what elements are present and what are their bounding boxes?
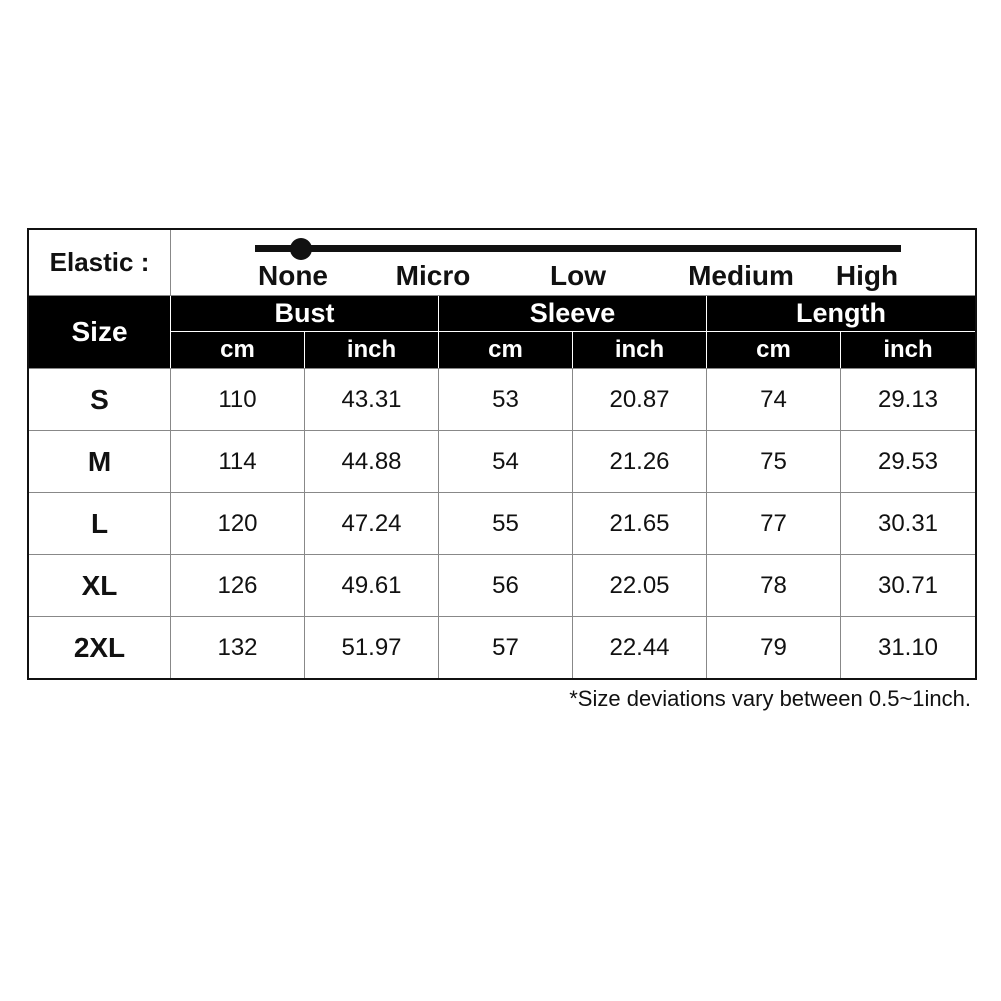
elastic-bar <box>255 245 901 252</box>
measurement-cell: 75 <box>707 431 841 492</box>
measurement-cell: 54 <box>439 431 573 492</box>
measurement-cell: 57 <box>439 617 573 678</box>
table-row <box>29 554 975 616</box>
elastic-level-high: High <box>835 260 899 291</box>
size-label: XL <box>29 555 171 616</box>
size-label: 2XL <box>29 617 171 678</box>
elastic-level-none: None <box>258 260 328 291</box>
measurement-cell: 22.44 <box>573 617 707 678</box>
unit-header: inch <box>573 332 707 368</box>
measurement-cell: 78 <box>707 555 841 616</box>
measurement-cell: 29.13 <box>877 385 939 413</box>
measurement-cell: 132 <box>171 617 305 678</box>
sleeve-header: Sleeve <box>439 296 707 332</box>
size-deviation-note: *Size deviations vary between 0.5~1inch. <box>569 686 971 711</box>
measurement-cell: 21.26 <box>573 431 707 492</box>
elastic-scale <box>171 230 975 296</box>
measurement-cell: 77 <box>707 493 841 554</box>
measurement-cell: 56 <box>439 555 573 616</box>
measurement-cell: 114 <box>171 431 305 492</box>
size-label: M <box>29 431 171 492</box>
measurement-cell: 120 <box>171 493 305 554</box>
measurement-cell: 30.31 <box>877 509 939 537</box>
unit-header: inch <box>305 332 439 368</box>
measurement-cell: 79 <box>707 617 841 678</box>
unit-header: cm <box>439 332 573 368</box>
table-row <box>29 368 975 430</box>
measurement-cell: 110 <box>171 369 305 430</box>
measurement-cell: 51.97 <box>305 617 439 678</box>
table-row <box>29 492 975 554</box>
measurement-cell: 30.71 <box>877 571 939 599</box>
unit-header: inch <box>883 336 933 363</box>
elastic-level-medium: Medium <box>688 260 794 291</box>
measurement-cell: 49.61 <box>305 555 439 616</box>
measurement-cell: 31.10 <box>877 633 939 661</box>
bust-header: Bust <box>171 296 439 332</box>
measurement-cell: 22.05 <box>573 555 707 616</box>
measurement-cell: 47.24 <box>305 493 439 554</box>
elastic-label: Elastic : <box>29 230 171 296</box>
size-chart <box>27 228 977 680</box>
measurement-cell: 44.88 <box>305 431 439 492</box>
size-column-header: Size <box>29 296 171 368</box>
elastic-level-micro: Micro <box>395 260 471 291</box>
measurement-cell: 29.53 <box>877 447 939 475</box>
table-row <box>29 430 975 492</box>
measurement-cell: 20.87 <box>573 369 707 430</box>
measurement-cell: 74 <box>707 369 841 430</box>
length-header: Length <box>707 296 975 332</box>
measurement-cell: 55 <box>439 493 573 554</box>
measurement-cell: 43.31 <box>305 369 439 430</box>
unit-header: cm <box>707 332 841 368</box>
unit-header: cm <box>171 332 305 368</box>
elastic-level-low: Low <box>550 260 606 291</box>
measurement-cell: 126 <box>171 555 305 616</box>
table-header <box>29 296 975 368</box>
table-row <box>29 616 975 678</box>
measurement-cell: 53 <box>439 369 573 430</box>
elastic-indicator <box>290 238 312 260</box>
size-label: L <box>29 493 171 554</box>
measurement-cell: 21.65 <box>573 493 707 554</box>
size-label: S <box>29 369 171 430</box>
